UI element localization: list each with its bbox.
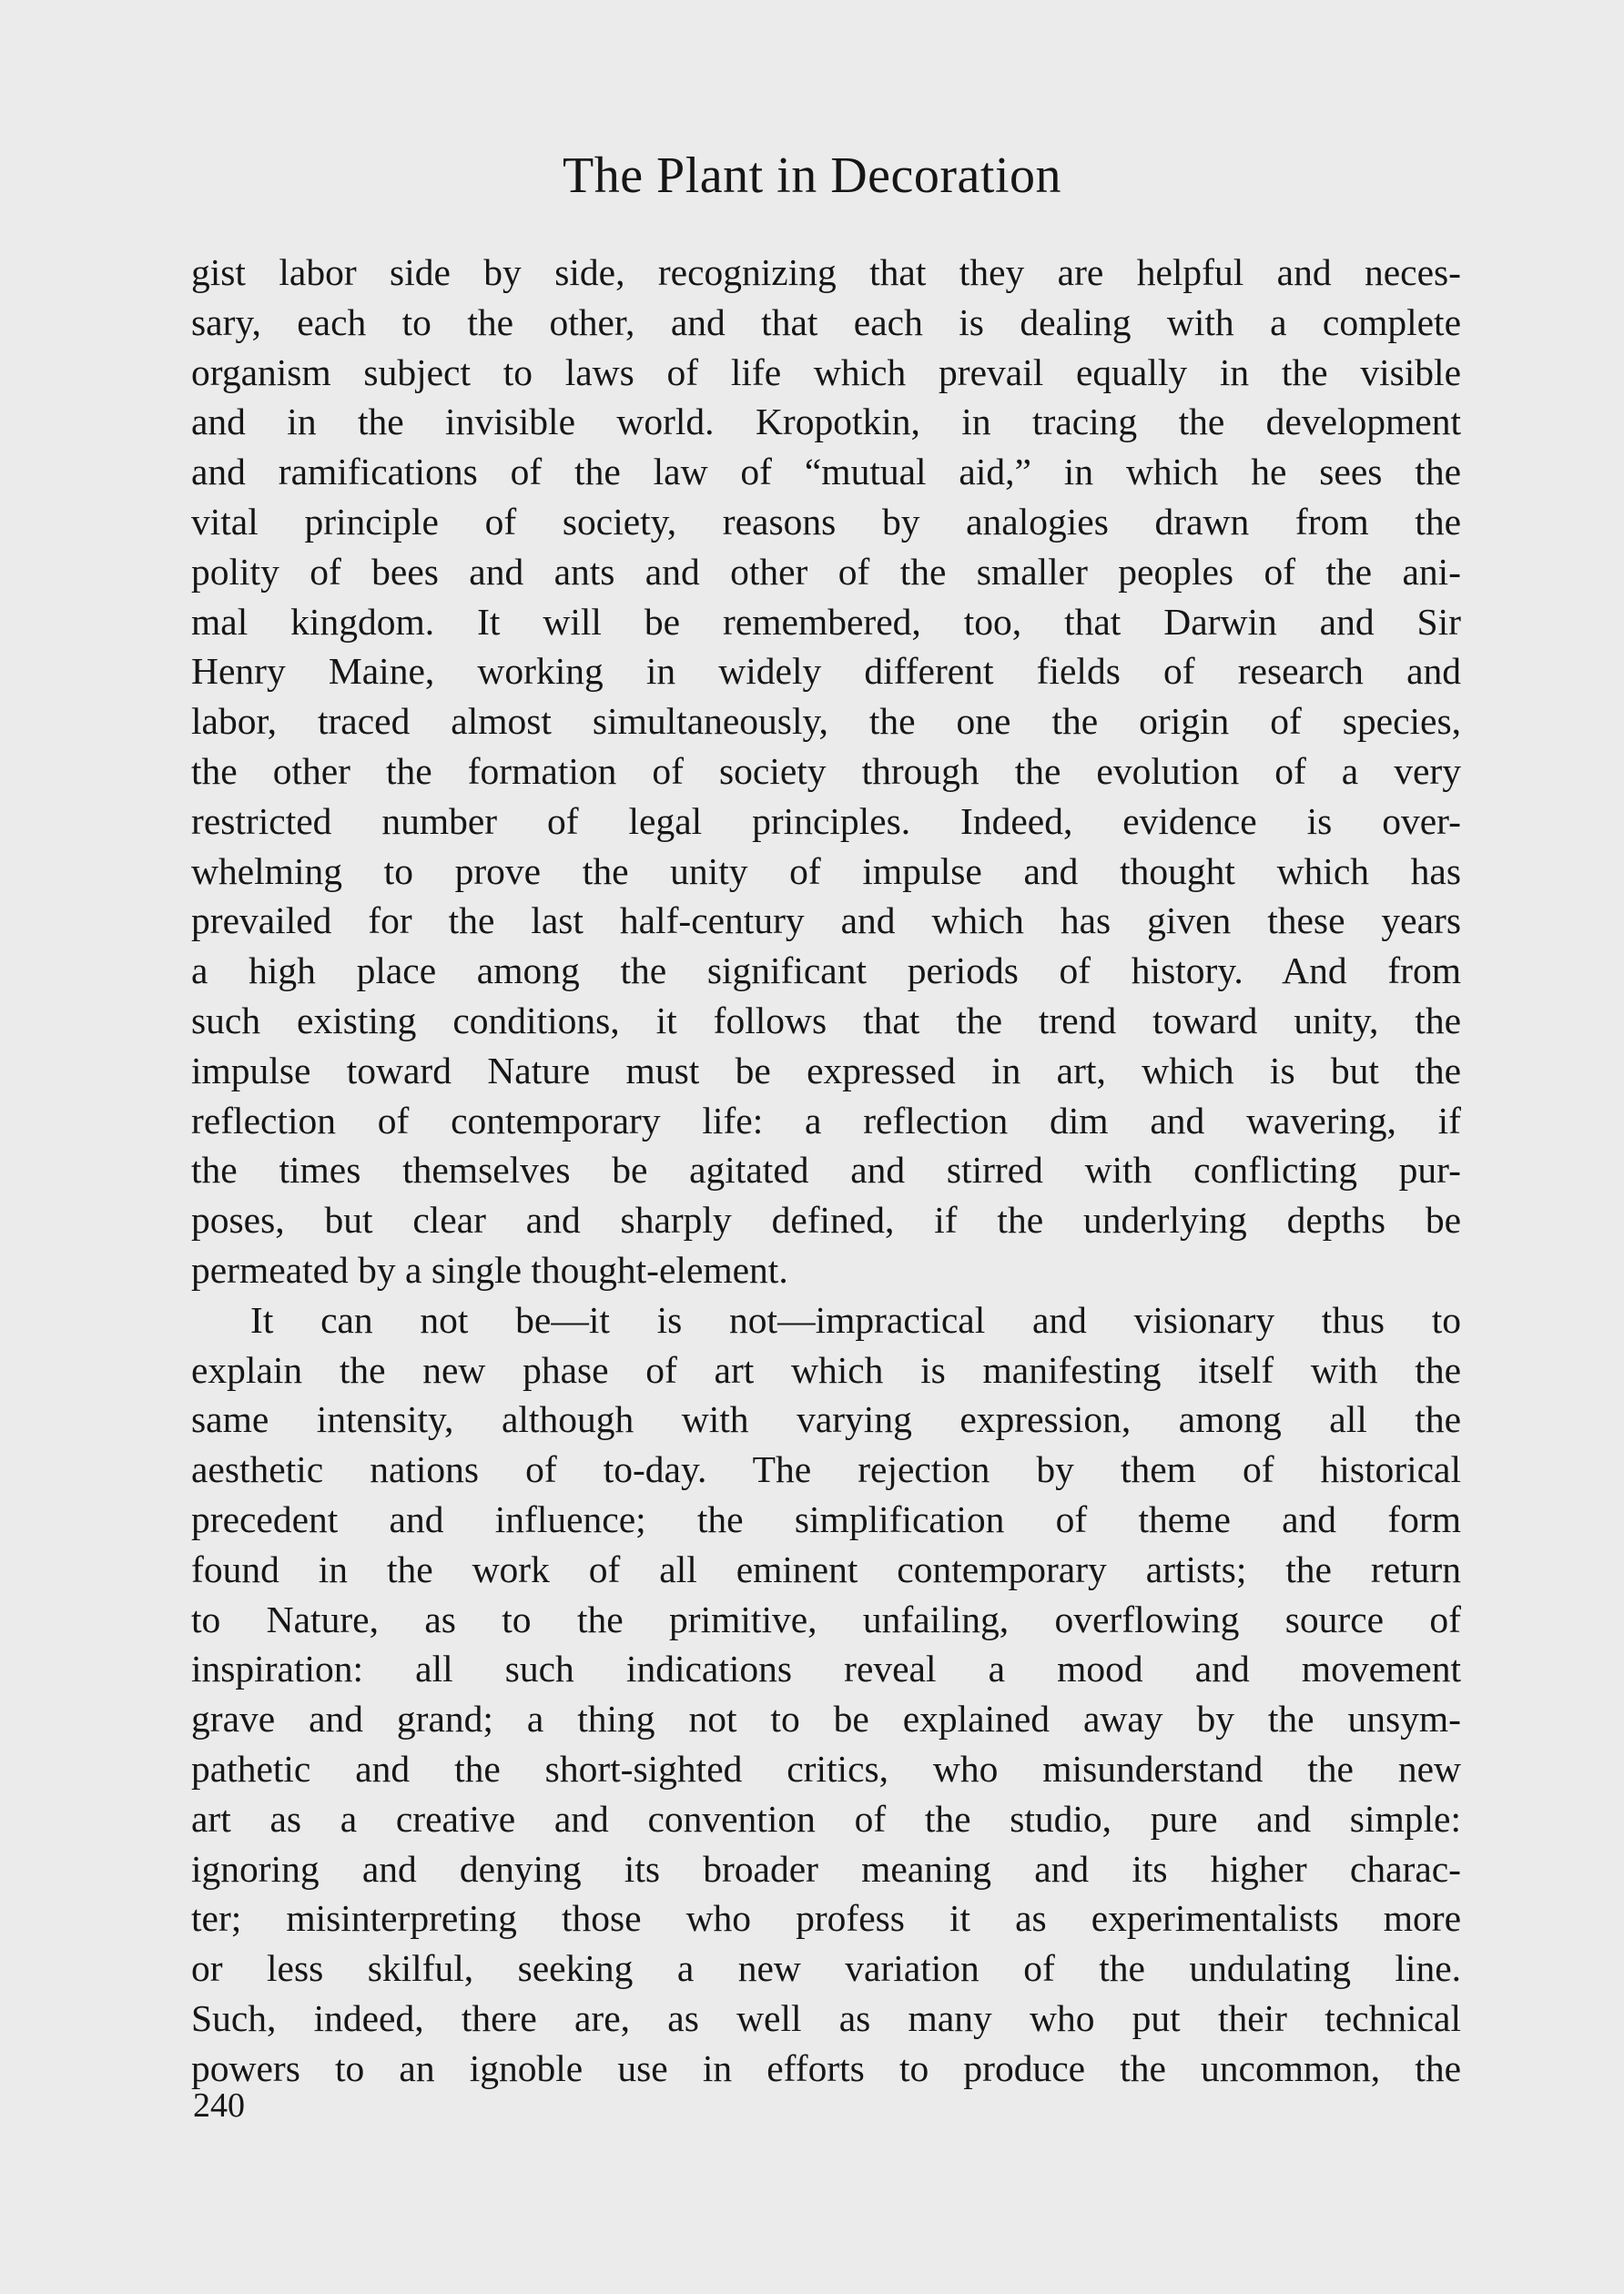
text-line: mal kingdom. It will be remembered, too, that Darwin and Sir	[191, 600, 1461, 643]
text-line: whelming to prove the unity of impulse and thought which has	[191, 849, 1461, 892]
text-line: aesthetic nations of to-day. The rejection by them of historical	[191, 1448, 1461, 1491]
text-line: gist labor side by side, recognizing that they are helpful and neces-	[191, 251, 1461, 293]
text-line: art as a creative and convention of the studio, pure and simple:	[191, 1797, 1461, 1840]
text-line: Such, indeed, there are, as well as many who put their technical	[191, 1996, 1461, 2039]
text-line: Henry Maine, working in widely different fields of research and	[191, 650, 1461, 693]
text-line: labor, traced almost simultaneously, the one the origin of species,	[191, 700, 1461, 743]
text-line: pathetic and the short-sighted critics, who misunderstand the new	[191, 1747, 1461, 1790]
text-line: to Nature, as to the primitive, unfailing, overflowing source of	[191, 1598, 1461, 1640]
running-head: The Plant in Decoration	[562, 147, 1061, 204]
text-line: grave and grand; a thing not to be explained away by the unsym-	[191, 1698, 1461, 1741]
text-line: or less skilful, seeking a new variation of the undulating line.	[191, 1947, 1461, 1990]
text-line: polity of bees and ants and other of the smaller peoples of the ani-	[191, 550, 1461, 593]
paragraph-last-line: permeated by a single thought-element.	[191, 1248, 788, 1291]
text-line: and ramifications of the law of “mutual aid,” in which he sees the	[191, 451, 1461, 493]
page-number: 240	[193, 2086, 245, 2125]
text-line: a high place among the significant periods of history. And from	[191, 949, 1461, 992]
text-line: same intensity, although with varying expression, among all the	[191, 1398, 1461, 1441]
body-text	[191, 248, 1461, 2093]
text-line: inspiration: all such indications reveal a mood and movement	[191, 1648, 1461, 1690]
text-line: poses, but clear and sharply defined, if the underlying depths be	[191, 1199, 1461, 1242]
text-line: found in the work of all eminent contemporary artists; the return	[191, 1548, 1461, 1590]
text-line: organism subject to laws of life which prevail equally in the visible	[191, 350, 1461, 393]
text-line: ter; misinterpreting those who profess it as experimentalists more	[191, 1897, 1461, 1940]
text-line: ignoring and denying its broader meaning and its higher charac-	[191, 1847, 1461, 1890]
text-line: sary, each to the other, and that each is dealing with a complete	[191, 300, 1461, 343]
text-line: and in the invisible world. Kropotkin, in tracing the development	[191, 401, 1461, 443]
text-line: prevailed for the last half-century and which has given these years	[191, 899, 1461, 942]
text-line: vital principle of society, reasons by analogies drawn from the	[191, 500, 1461, 543]
text-line: such existing conditions, it follows that the trend toward unity, the	[191, 999, 1461, 1041]
text-line: explain the new phase of art which is manifesting itself with the	[191, 1348, 1461, 1391]
text-line: impulse toward Nature must be expressed in art, which is but the	[191, 1049, 1461, 1091]
paragraph-first-line: It can not be—it is not—impractical and visionary thus to	[250, 1298, 1461, 1341]
text-line: reflection of contemporary life: a reflection dim and wavering, if	[191, 1099, 1461, 1142]
text-line: the other the formation of society through the evolution of a very	[191, 749, 1461, 792]
text-line: powers to an ignoble use in efforts to produce the uncommon, the	[191, 2046, 1461, 2089]
text-line: precedent and influence; the simplification of theme and form	[191, 1497, 1461, 1540]
text-line: restricted number of legal principles. Indeed, evidence is over-	[191, 799, 1461, 842]
text-line: the times themselves be agitated and stirred with conflicting pur-	[191, 1149, 1461, 1192]
